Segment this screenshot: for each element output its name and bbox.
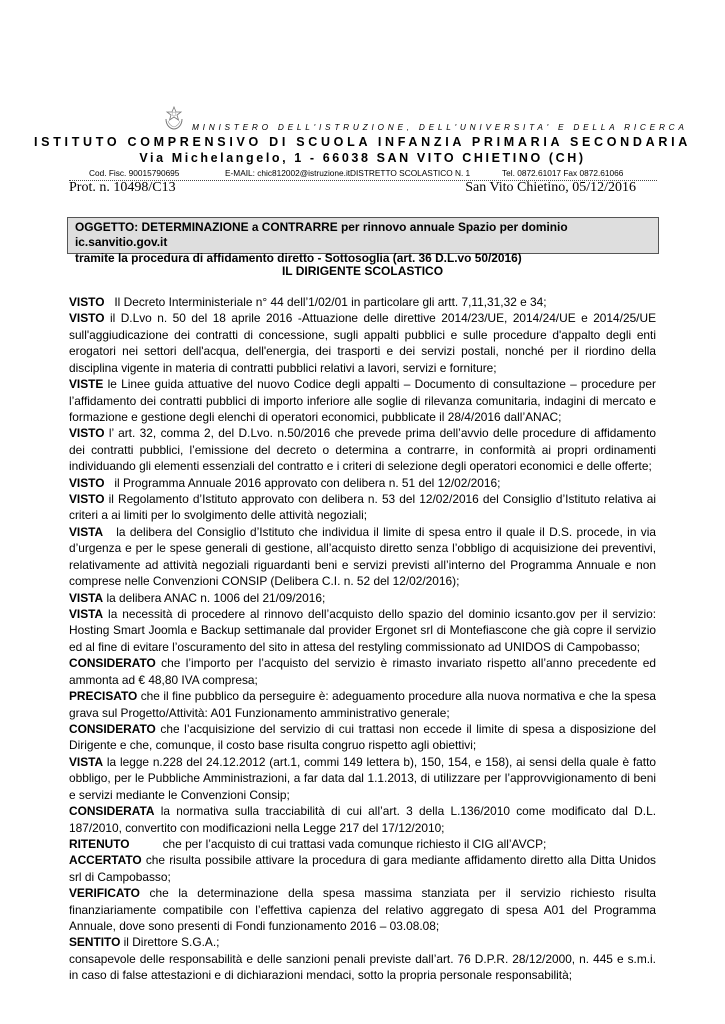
paragraph-keyword: CONSIDERATO [69, 721, 156, 736]
paragraph-text: consapevole delle responsabilità e delle sanzioni penali previste dall’art. 76 D.P.R. 28/12/2000, n. 445 e s.m.i. in caso di false attestazioni e di dichiarazioni mendaci, sotto la propria personale responsabilità; [69, 951, 656, 983]
paragraph-text: la delibera ANAC n. 1006 del 21/09/2016; [103, 590, 326, 605]
republic-emblem-icon [163, 105, 185, 131]
paragraph-text: la normativa sulla tracciabilità di cui all’art. 3 della L.136/2010 come modificato dal D.L. 187/2010, convertito con modificazioni nella Legge 217 del 17/12/2010; [69, 804, 656, 835]
paragraph [69, 754, 656, 803]
paragraph-text: il Programma Annuale 2016 approvato con delibera n. 51 del 12/02/2016; [104, 475, 501, 490]
paragraph-keyword: VISTO [69, 426, 105, 441]
protocol-number: Prot. n. 10498/C13 [69, 180, 176, 195]
paragraph-keyword: VISTO [69, 492, 105, 507]
document-body [69, 294, 656, 984]
paragraph [69, 425, 656, 474]
paragraph-keyword: CONSIDERATA [69, 804, 155, 819]
paragraph [69, 885, 656, 934]
paragraph-text: la necessità di procedere al rinnovo dell’acquisto dello spazio del dominio icsanto.gov per il servizio: Hosting Smart Joomla e Backup settimanale dal provider Ergonet srl di Montefiascone che già copre il servizio ed al fine di evitare l’oscuramento del sito in attesa del restyling commissionato ad UNIDOS di Campobasso; [69, 607, 656, 654]
paragraph-text: il Direttore S.G.A.; [120, 935, 220, 950]
paragraph-text: che la determinazione della spesa massima stanziata per il servizio richiesto risulta finanziariamente compatibile con l’effettiva capienza del relativo aggregato di spesa A01 del Programma Annuale, dove sono presenti di Fondi funzionamento 2016 – 03.08.08; [69, 886, 656, 934]
paragraph-keyword: VERIFICATO [69, 886, 140, 901]
school-address: Via Michelangelo, 1 - 66038 SAN VITO CHIETINO (CH) [139, 151, 586, 165]
paragraph [69, 524, 656, 590]
paragraph-keyword: VISTA [69, 590, 104, 605]
subject-box [67, 217, 659, 265]
ministry-name: MINISTERO DELL'ISTRUZIONE, DELL'UNIVERSITA' E DELLA RICERCA [192, 122, 688, 132]
paragraph-keyword: ACCERTATO [69, 853, 142, 868]
paragraph-text: che il fine pubblico da perseguire è: adeguamento procedure alla nuova normativa e che la spesa grava sul Progetto/Attività: A01 Funzionamento amministrativo generale; [69, 689, 656, 720]
paragraph-keyword: VISTA [69, 754, 104, 769]
paragraph-text: che l’acquisizione del servizio di cui trattasi non eccede il limite di spesa a disposizione del Dirigente e che, comunque, il costo base risulta congruo rispetto agli obiettivi; [69, 721, 656, 753]
paragraph [69, 934, 656, 950]
paragraph [69, 294, 656, 310]
paragraph-text: il D.Lvo n. 50 del 18 aprile 2016 -Attuazione delle direttive 2014/23/UE, 2014/24/UE e 2014/25/UE sull'aggiudicazione dei contratti di concessione, sugli appalti pubblici e sulle procedure d'appalto degli enti erogatori nei settori dell'acqua, dell'energia, dei trasporti e dei servizi postali, nonché per il riordino della disciplina vigente in materia di contratti pubblici relativi a lavori, servizi e forniture; [69, 311, 656, 375]
school-name: ISTITUTO COMPRENSIVO DI SCUOLA INFANZIA PRIMARIA SECONDARIA [34, 135, 691, 149]
paragraph [69, 491, 656, 524]
paragraph-keyword: SENTITO [69, 935, 121, 950]
paragraph-keyword: VISTO [69, 475, 105, 490]
subject-line-2: tramite la procedura di affidamento diretto - Sottosoglia (art. 36 D.L.vo 50/2016) [75, 250, 522, 265]
paragraph-text: il Regolamento d’Istituto approvato con delibera n. 53 del 12/02/2016 del Consiglio d’Istituto relativa ai criteri a ai limiti per lo svolgimento delle attività negoziali; [69, 492, 656, 523]
paragraph [69, 475, 656, 491]
paragraph-text: la legge n.228 del 24.12.2012 (art.1, commi 149 lettera b), 150, 154, e 158), ai sensi della quale è fatto obbligo, per le Pubbliche Amministrazioni, a far data dal 1.1.2013, di utilizzare per l’approvvigionamento di beni e servizi mediante le Convenzioni Consip; [69, 754, 656, 802]
paragraph-keyword: VISTE [69, 377, 104, 392]
paragraph [69, 590, 656, 606]
email-address: E-MAIL: chic812002@istruzione.it [225, 168, 351, 178]
paragraph-keyword: VISTA [69, 607, 104, 622]
paragraph-keyword: VISTO [69, 295, 105, 309]
paragraph-text: che risulta possibile attivare la procedura di gara mediante affidamento diretto alla Ditta Unidos srl di Campobasso; [69, 853, 656, 884]
paragraph-text: l’ art. 32, comma 2, del D.Lvo. n.50/2016 che prevede prima dell’avvio delle procedure di affidamento dei contratti pubblici, l’emissione del decreto o determina a contrarre, in conformità ai propri ordinamenti individuando gli elementi essenziali del contratto e i criteri di selezione degli operatori economici e delle offerte; [69, 426, 656, 474]
paragraph [69, 376, 656, 425]
paragraph [69, 803, 656, 836]
paragraph-keyword: VISTO [69, 311, 105, 326]
paragraph [69, 655, 656, 688]
paragraph [69, 606, 656, 655]
paragraph [69, 721, 656, 754]
paragraph-keyword: RITENUTO [69, 836, 130, 851]
paragraph [69, 852, 656, 885]
section-heading: IL DIRIGENTE SCOLASTICO [281, 264, 444, 278]
paragraph-keyword: CONSIDERATO [69, 656, 156, 671]
paragraph-text: le Linee guida attuative del nuovo Codice degli appalti – Documento di consultazione – procedure per l’affidamento dei contratti pubblici di importo inferiore alle soglie di rilevanza comunitaria, indagini di mercato e formazione e gestione degli elenchi di operatori economici, pubblicate il 28/4/2016 dall’ANAC; [69, 377, 656, 424]
paragraph [69, 688, 656, 721]
phone-fax: Tel. 0872.61017 Fax 0872.61066 [502, 168, 624, 178]
paragraph-text: Il Decreto Interministeriale n° 44 dell’1/02/01 in particolare gli artt. 7,11,31,32 e 34; [104, 295, 547, 309]
paragraph [69, 951, 656, 984]
school-district: DISTRETTO SCOLASTICO N. 1 [350, 168, 471, 178]
paragraph-keyword: VISTA [69, 524, 104, 539]
subject-line-1: OGGETTO: DETERMINAZIONE a CONTRARRE per rinnovo annuale Spazio per dominio ic.sanvitio.gov.it [75, 220, 568, 250]
paragraph-keyword: PRECISATO [69, 689, 138, 704]
place-date: San Vito Chietino, 05/12/2016 [465, 180, 636, 195]
paragraph-text: che per l’acquisto di cui trattasi vada comunque richiesto il CIG all’AVCP; [129, 836, 547, 851]
paragraph-text: la delibera del Consiglio d’Istituto che individua il limite di spesa entro il quale il D.S. procede, in via d’urgenza e per le spese generali di gestione, all’acquisto diretto senza l’obbligo di acquisizione dei preventivi, relativamente ad attività negoziali riguardanti beni e servizi previsti all’interno del Programma Annuale e non comprese nelle Convenzioni CONSIP (Delibera C.I. n. 52 del 12/02/2016); [69, 524, 656, 589]
paragraph [69, 836, 656, 852]
paragraph [69, 310, 656, 376]
fiscal-code: Cod. Fisc. 90015790695 [89, 168, 180, 178]
paragraph-text: che l’importo per l’acquisto del servizio è rimasto invariato rispetto all’anno precedente ed ammonta ad € 48,80 IVA compresa; [69, 656, 656, 687]
